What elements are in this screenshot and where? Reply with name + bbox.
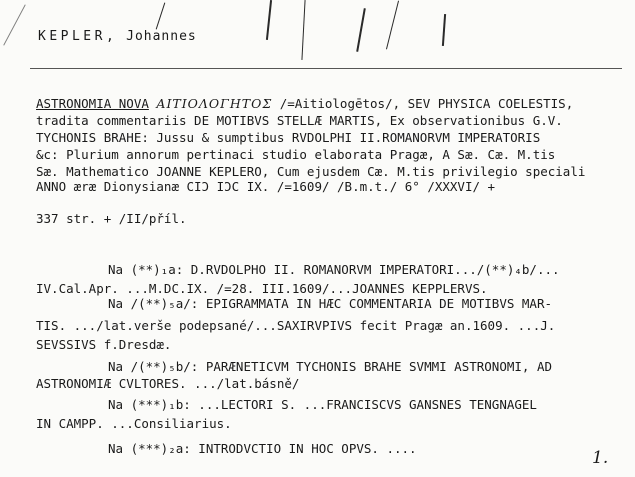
description-line: TYCHONIS BRAHE: Jussu & sumptibus RVDOLPHI II.ROMANORVM IMPERATORIS <box>36 130 541 145</box>
entry-line: Na (***)₁b: ...LECTORI S. ...FRANCISCVS GANSNES TENGNAGEL <box>108 397 537 412</box>
card-heading <box>38 29 197 44</box>
entry-line: Na (**)₁a: D.RVDOLPHO II. ROMANORVM IMPERATORI.../(**)₄b/... <box>108 262 560 277</box>
scan-streak <box>442 14 446 46</box>
entry-line: SEVSSIVS f.Dresdæ. <box>36 337 172 352</box>
description-line: Sæ. Mathematico JOANNE KEPLERO, Cum ejusdem Cæ. M.tis privilegio speciali ANNO æræ Dionysianæ CIƆ IƆC IX. /=1609/ /B.m.t./ 6° /XXXVI/ + <box>36 164 586 194</box>
scan-streak <box>266 0 272 40</box>
scan-streak <box>156 3 166 30</box>
entry-line: Na /(**)₅b/: PARÆNETICVM TYCHONIS BRAHE SVMMI ASTRONOMI, AD <box>108 359 553 374</box>
heading-rule <box>30 68 622 69</box>
description-line: 337 str. + /II/příl. <box>36 211 187 226</box>
entry-line: TIS. .../lat.verše podepsané/...SAXIRVPIVS fecit Pragæ an.1609. ...J. <box>36 318 556 333</box>
entry-line: IN CAMPP. ...Consiliarius. <box>36 416 232 431</box>
scan-streak <box>386 1 399 50</box>
entry-line: IV.Cal.Apr. ...M.DC.IX. /=28. III.1609/...JOANNES KEPPLERVS. <box>36 281 488 296</box>
author-given-name: Johannes <box>126 29 197 44</box>
scan-streak <box>301 0 305 60</box>
entry-line: Na /(**)₅a/: EPIGRAMMATA IN HÆC COMMENTARIA DE MOTIBVS MAR- <box>108 296 553 311</box>
title-greek: ΑΙΤΙΟΛΟΓΗΤΟΣ <box>156 96 273 111</box>
scan-streak <box>356 8 366 52</box>
title-rest: /=Aitiologētos/, SEV PHYSICA COELESTIS, <box>279 96 574 111</box>
author-surname: KEPLER, <box>38 29 118 44</box>
description-line: tradita commentariis DE MOTIBVS STELLÆ MARTIS, Ex observationibus G.V. <box>36 113 563 128</box>
title-main: ASTRONOMIA NOVA <box>36 96 149 111</box>
entry-line: Na (***)₂a: INTRODVCTIO IN HOC OPVS. .... <box>108 441 417 456</box>
title-line <box>36 96 573 111</box>
scan-streak <box>3 4 25 45</box>
page-mark: 1. <box>592 448 609 468</box>
entry-line: ASTRONOMIÆ CVLTORES. .../lat.básně/ <box>36 376 300 391</box>
description-line: &c: Plurium annorum pertinaci studio elaborata Pragæ, A Sæ. Cæ. M.tis <box>36 147 556 162</box>
